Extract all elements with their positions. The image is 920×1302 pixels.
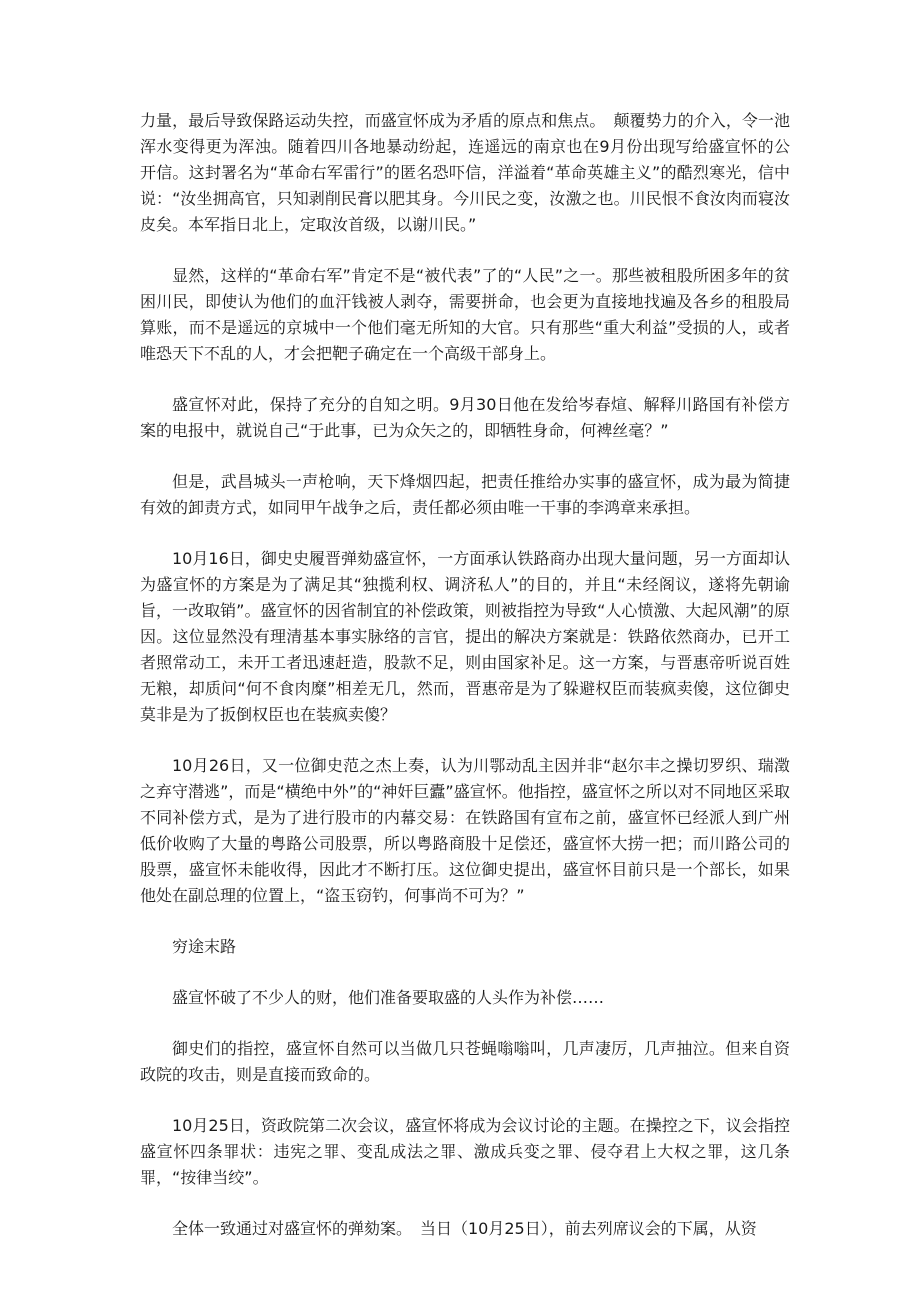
paragraph-9: 10月25日，资政院第二次会议，盛宣怀将成为会议讨论的主题。在操控之下，议会指控盛宣怀四条罪状：违宪之罪、变乱成法之罪、激成兵变之罪、侵夺君上大权之罪，这几条罪，“按律当绞”。 (140, 1116, 790, 1187)
paragraph-2: 显然，这样的“革命右军”肯定不是“被代表”了的“人民”之一。那些被租股所困多年的贫困川民，即使认为他们的血汗钱被人剥夺，需要拼命，也会更为直接地找遍及各乡的租股局算账，而不是遥远的京城中一个他们毫无所知的大官。只有那些“重大利益”受损的人，或者唯恐天下不乱的人，才会把靶子确定在一个高级干部身上。 (140, 266, 790, 363)
paragraph-7: 盛宣怀破了不少人的财，他们准备要取盛的人头作为补偿…… (172, 988, 605, 1007)
paragraph-10: 全体一致通过对盛宣怀的弹劾案。 当日（10月25日），前去列席议会的下属，从资 (172, 1219, 757, 1238)
paragraph-4: 但是，武昌城头一声枪响，天下烽烟四起，把责任推给办实事的盛宣怀，成为最为简捷有效的卸责方式，如同甲午战争之后，责任都必须由唯一干事的李鸿章来承担。 (140, 472, 790, 517)
paragraph-1: 力量，最后导致保路运动失控，而盛宣怀成为矛盾的原点和焦点。 颠覆势力的介入，令一池浑水变得更为浑浊。随着四川各地暴动纷起，连遥远的南京也在9月份出现写给盛宣怀的公开信。这封署名为“革命右军雷行”的匿名恐吓信，洋溢着“革命英雄主义”的酷烈寒光，信中说：“汝坐拥高官，只知剥削民膏以肥其身。今川民之变，汝激之也。川民恨不食汝肉而寝汝皮矣。本军指日北上，定取汝首级，以谢川民。” (140, 111, 790, 234)
paragraph-5: 10月16日，御史史履晋弹劾盛宣怀，一方面承认铁路商办出现大量问题，另一方面却认为盛宣怀的方案是为了满足其“独揽利权、调济私人”的目的，并且“未经阁议，遂将先朝谕旨，一改取销”。盛宣怀的因省制宜的补偿政策，则被指控为导致“人心愤激、大起风潮”的原因。这位显然没有理清基本事实脉络的言官，提出的解决方案就是：铁路依然商办，已开工者照常动工，未开工者迅速赶造，股款不足，则由国家补足。这一方案，与晋惠帝听说百姓无粮，却质问“何不食肉糜”相差无几，然而，晋惠帝是为了躲避权臣而装疯卖傻，这位御史莫非是为了扳倒权臣也在装疯卖傻？ (140, 549, 790, 724)
document-body (140, 108, 790, 1242)
paragraph-3: 盛宣怀对此，保持了充分的自知之明。9月30日他在发给岑春煊、解释川路国有补偿方案的电报中，就说自己“于此事，已为众矢之的，即牺牲身命，何裨丝毫？” (140, 395, 790, 440)
paragraph-8: 御史们的指控，盛宣怀自然可以当做几只苍蝇嗡嗡叫，几声凄厉，几声抽泣。但来自资政院的攻击，则是直接而致命的。 (140, 1039, 790, 1084)
section-heading: 穷途末路 (172, 937, 237, 956)
paragraph-6: 10月26日，又一位御史范之杰上奏，认为川鄂动乱主因并非“赵尔丰之操切罗织、瑞澂之弃守潜逃”，而是“横绝中外”的“神奸巨蠹”盛宣怀。他指控，盛宣怀之所以对不同地区采取不同补偿方式，是为了进行股市的内幕交易：在铁路国有宣布之前，盛宣怀已经派人到广州低价收购了大量的粤路公司股票，所以粤路商股十足偿还，盛宣怀大捞一把；而川路公司的股票，盛宣怀未能收得，因此才不断打压。这位御史提出，盛宣怀目前只是一个部长，如果他处在副总理的位置上，“盗玉窃钓，何事尚不可为？” (140, 756, 790, 905)
